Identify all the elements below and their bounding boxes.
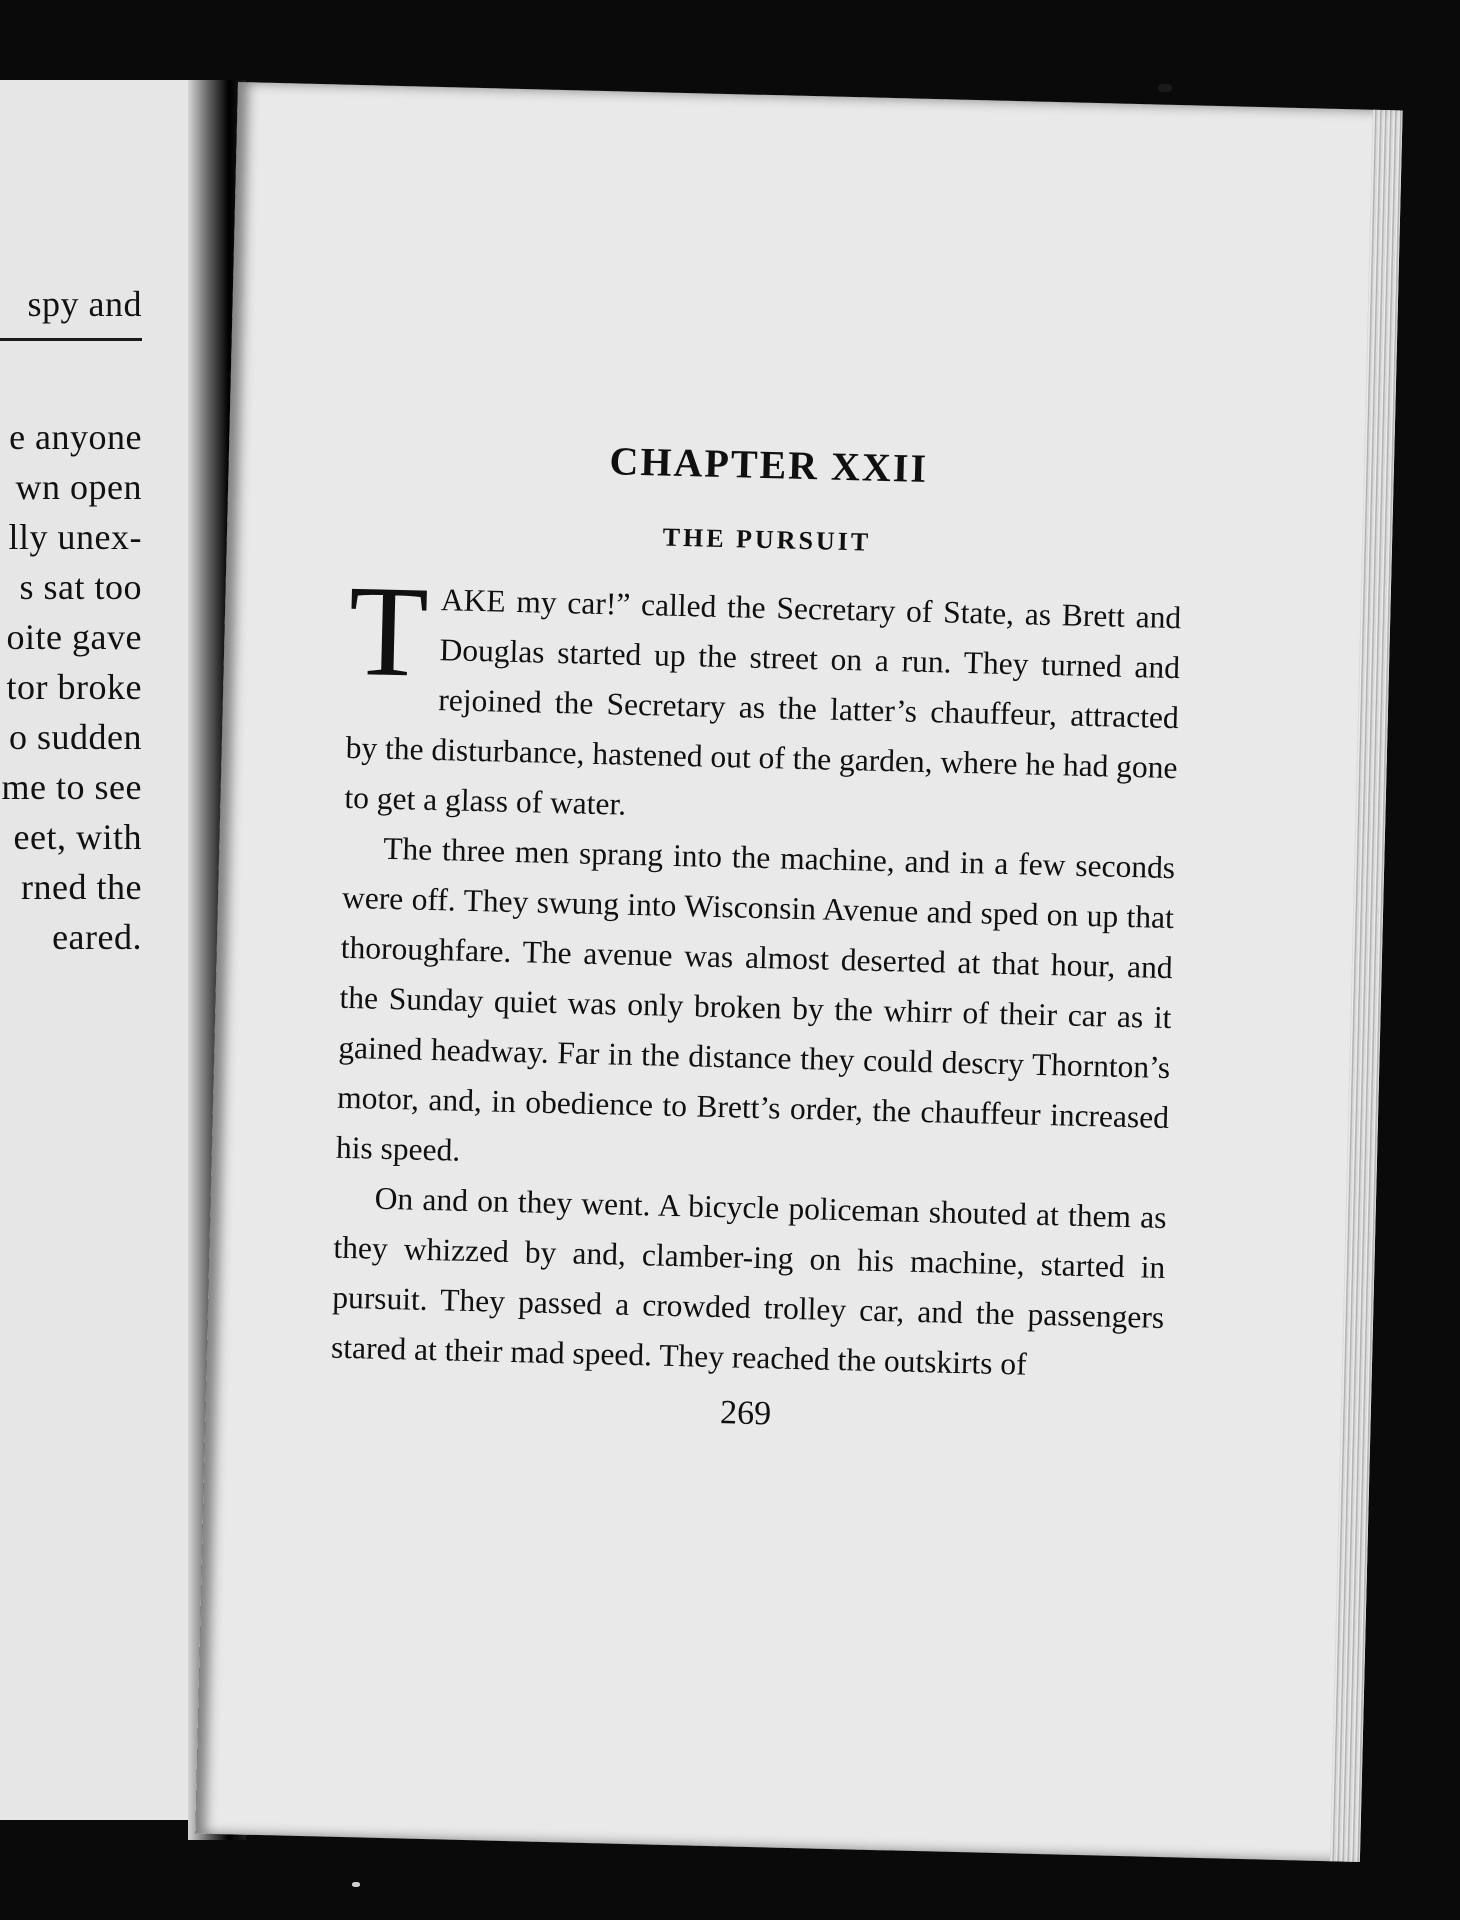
left-page-line: e anyone — [9, 417, 142, 457]
paragraph: On and on they went. A bicycle policeman shouted at them as they whizzed by and, clamber-ing on his machine, started in pursuit. They passed a crowded trolley car, and the passengers stared at their mad speed. They reached the outskirts of — [330, 1180, 1167, 1382]
right-page — [195, 82, 1402, 1862]
drop-cap: T — [346, 558, 430, 705]
left-page-line: eared. — [52, 917, 142, 957]
left-page-line: eet, with — [13, 817, 142, 857]
left-page-line: rned the — [21, 867, 142, 907]
page-number: 269 — [719, 1394, 772, 1433]
left-page-line: tor broke — [6, 667, 142, 707]
page-edges — [1330, 110, 1403, 1862]
left-page-line: wn open — [15, 467, 142, 507]
left-page-line: me to see — [1, 767, 142, 807]
left-page-line: spy and — [27, 284, 142, 324]
left-page-line: s sat too — [19, 567, 142, 607]
page-text-block — [329, 435, 1185, 1441]
chapter-title: CHAPTER XXII — [609, 438, 929, 491]
chapter-subtitle: THE PURSUIT — [662, 522, 872, 557]
left-page-line: oite gave — [6, 617, 142, 657]
paragraph: The three men sprang into the machine, and in a few seconds were off. They swung into Wisconsin Avenue and sped on up that thoroughfare. The avenue was almost deserted at that hour, and the Sunday quiet was only broken by the whirr of their car as it gained headway. Far in the distance they could descry Thornton’s motor, and, in obedience to Brett’s order, the chauffeur increased his speed. — [335, 830, 1176, 1168]
paragraph — [344, 558, 1182, 843]
scan-speck — [1158, 84, 1172, 92]
left-page-line: o sudden — [9, 717, 142, 757]
left-page-line: lly unex- — [8, 517, 142, 557]
left-page-rule — [0, 338, 142, 341]
scan-speck — [352, 1882, 360, 1887]
paragraph-text: AKE my car!” called the Secretary of State, as Brett and Douglas started up the street on a run. They turned and rejoined the Secretary as the latter’s chauffeur, attracted by the disturbance, hastened out of the garden, where he had gone to get a glass of water. — [344, 582, 1182, 822]
